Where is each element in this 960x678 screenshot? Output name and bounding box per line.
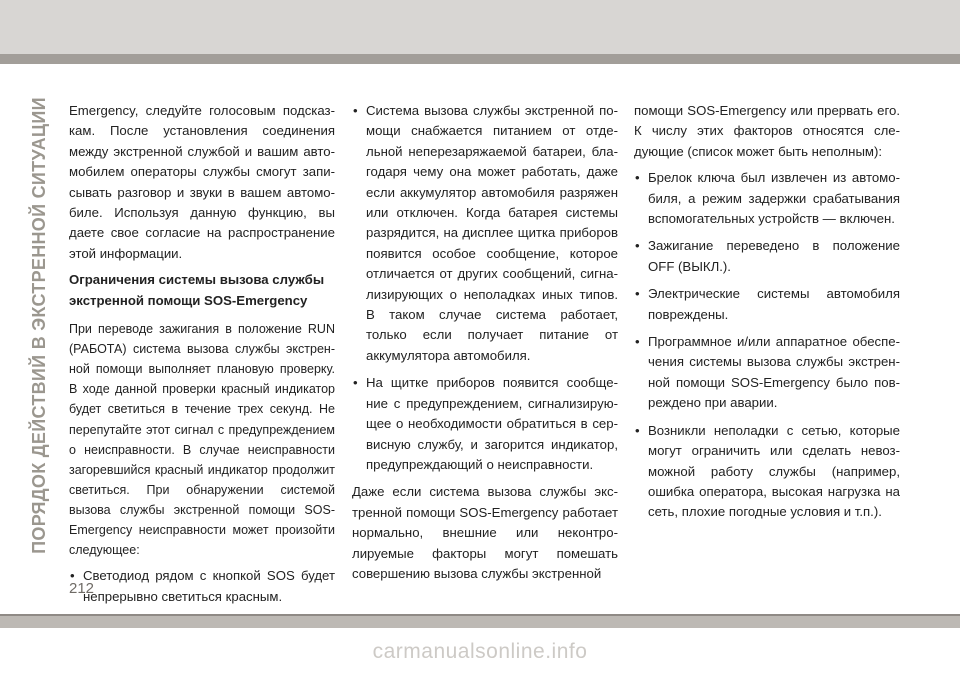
intro-paragraph: Emergency, следуйте голосовым подсказкам. После установления соединения между экстренной службой и вашим автомобилем операторы службы смогут записывать разговор и звуки в вашем автомобиле. Используя данную функцию, вы даете свое согласие на распространение этой информации.	[69, 103, 335, 261]
column-1	[69, 101, 335, 614]
section-title: ПОРЯДОК ДЕЙСТВИЙ В ЭКСТРЕННОЙ СИТУАЦИИ	[28, 96, 49, 554]
page-number: 212	[69, 580, 95, 597]
section-sidebar	[26, 96, 52, 554]
bullet-list	[69, 566, 335, 607]
header-divider	[0, 64, 960, 66]
body-paragraph: помощи SOS-Emergency или прервать его. К числу этих факторов относятся следующие (список может быть неполным):	[634, 103, 900, 159]
list-item: • Электрические системы автомобиля повреждены.	[634, 284, 900, 325]
header-band	[0, 0, 960, 54]
list-item: • Возникли неполадки с сетью, которые могут ограничить или сделать невозможной работу службы (например, ошибка оператора, высокая нагрузка на сеть, плохие погодные условия и т.п.).	[634, 421, 900, 523]
footer-band	[0, 616, 960, 628]
body-paragraph: При переводе зажигания в положение RUN (РАБОТА) система вызова службы экстренной помощи выполняет плановую проверку. В ходе данной проверки красный индикатор будет светиться в течение трех секунд. Не перепутайте этот сигнал с предупреждением о неисправности. В случае неисправности загоревшийся красный индикатор продолжит светиться. При обнаружении системой вызова службы экстренной помощи SOS-Emergency неисправности может произойти следующее:	[69, 322, 335, 558]
header-stripe	[0, 54, 960, 64]
list-item: • Зажигание переведено в положение OFF (ВЫКЛ.).	[634, 236, 900, 277]
list-item: • Брелок ключа был извлечен из автомобиля, а режим задержки срабатывания вспомогательных устройств — включен.	[634, 168, 900, 229]
list-item: • Система вызова службы экстренной помощи снабжается питанием от отдельной неперезаряжаемой батареи, благодаря чему она может работать, даже если аккумулятор автомобиля разряжен или отключен. Когда батарея системы разрядится, на дисплее щитка приборов появится особое сообщение, которое отличается от других сообщений, сигнализирующих о неполадках иных типов. В таком случае система работает, только если получает питание от аккумулятора автомобиля.	[352, 101, 618, 366]
column-3	[634, 101, 900, 530]
body-paragraph: Даже если система вызова службы экстренной помощи SOS-Emergency работает нормально, внешние или неконтролируемые факторы могут помешать совершению вызова службы экстренной	[352, 484, 618, 581]
list-item: • На щитке приборов появится сообщение с предупреждением, сигнализирующее о необходимости обратиться в сервисную службу, и загорится индикатор, предупреждающий о неисправности.	[352, 373, 618, 475]
watermark: carmanualsonline.info	[372, 640, 588, 663]
column-2	[352, 101, 618, 590]
list-item: • Светодиод рядом с кнопкой SOS будет непрерывно светиться красным.	[69, 566, 335, 607]
bullet-list	[634, 168, 900, 523]
section-heading: Ограничения системы вызова службы экстренной помощи SOS-Emergency	[69, 272, 325, 308]
list-item: • Программное и/или аппаратное обеспечения системы вызова службы экстренной помощи SOS-Emergency было повреждено при аварии.	[634, 332, 900, 414]
bullet-list	[352, 101, 618, 475]
